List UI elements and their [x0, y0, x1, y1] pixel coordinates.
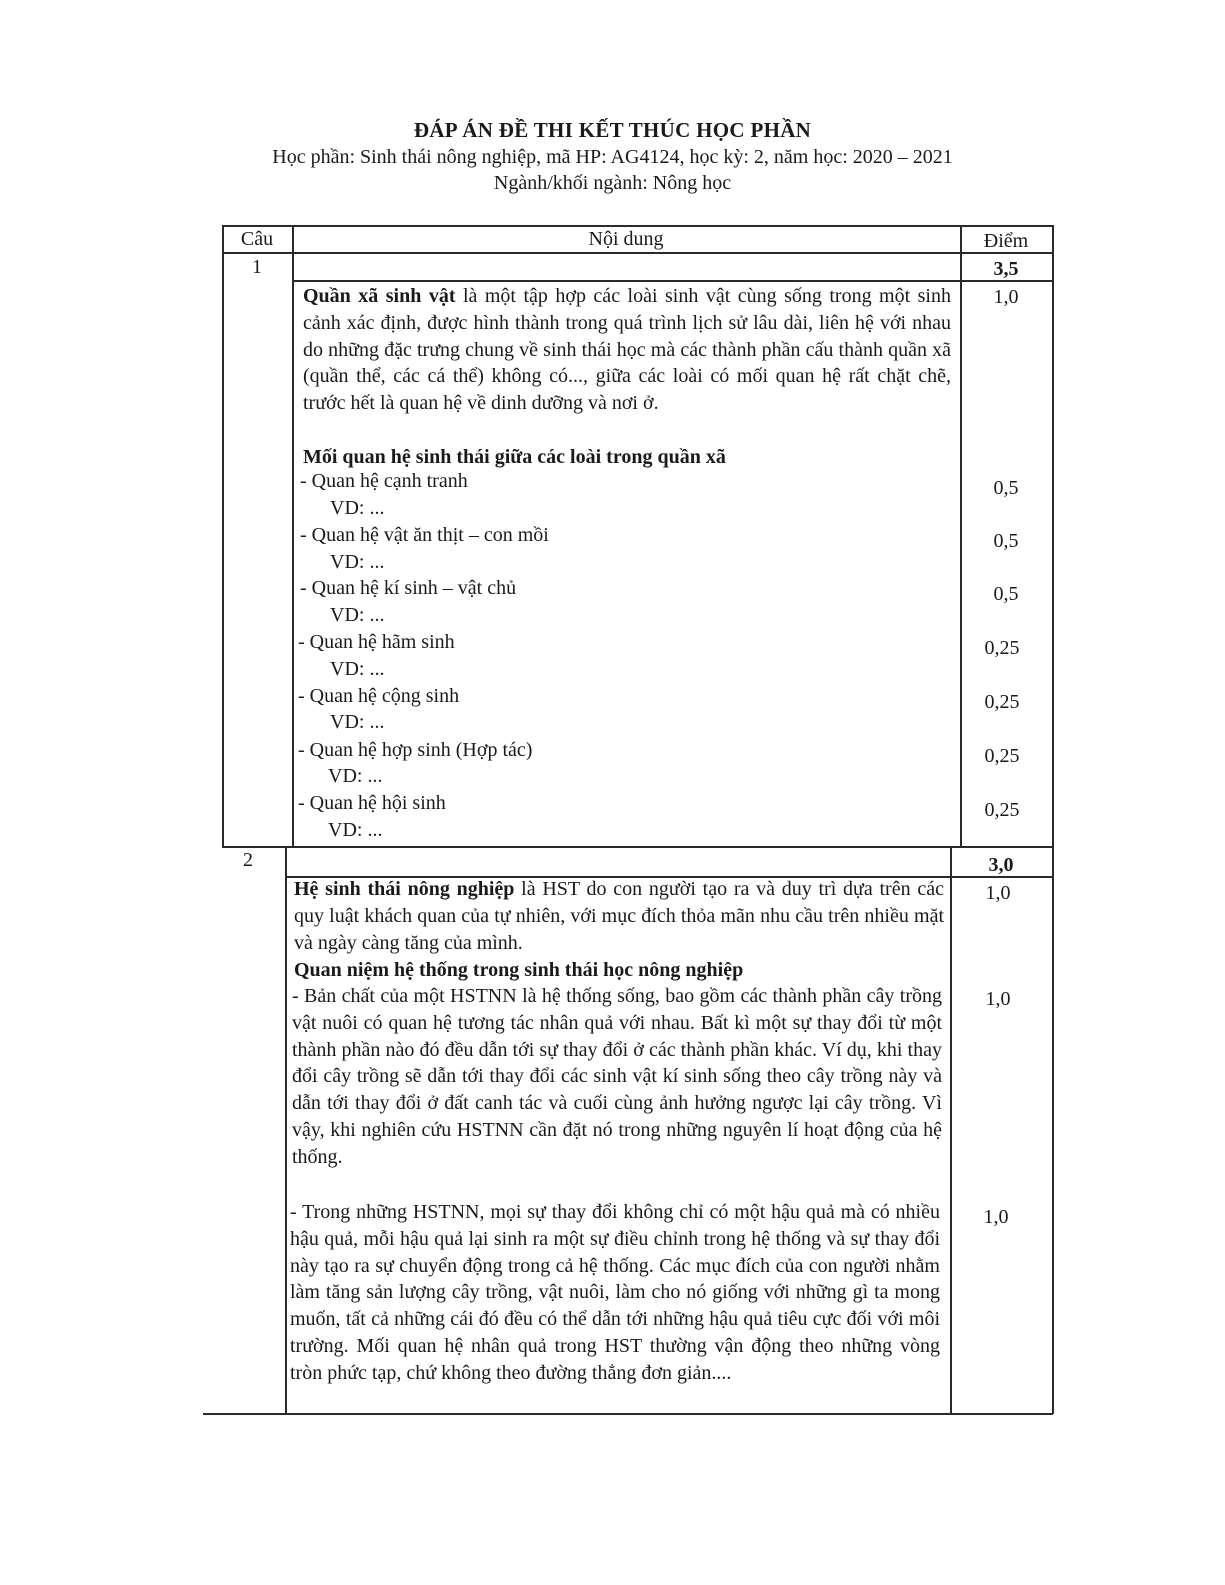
- q1-total-divider: [292, 280, 1054, 282]
- table-border-right: [1052, 225, 1054, 1414]
- q2-definition-term: Hệ sinh thái nông nghiệp: [294, 878, 515, 900]
- q1-definition-text: là một tập hợp các loài sinh vật cùng sống trong một sinh cảnh xác định, được hình thành trong quá trình lịch sử lâu dài, liên hệ với nhau do những đặc trưng chung về sinh thái học mà các thành phần cấu thành quần xã (quần thể, các cá thể) không có..., giữa các loài có mối quan hệ rất chặt chẽ, trước hết là quan hệ về dinh dưỡng và nơi ở.: [303, 285, 951, 415]
- q1-relation-label: - Quan hệ hãm sinh: [298, 631, 455, 653]
- q1-relation-label: - Quan hệ hợp sinh (Hợp tác): [298, 739, 533, 761]
- q1-relation-score: 0,25: [984, 637, 1020, 659]
- q1-relation-label: - Quan hệ cạnh tranh: [300, 470, 468, 492]
- q1-relation-example: VD: ...: [328, 765, 383, 787]
- q1-relation-score: 0,5: [993, 530, 1019, 552]
- q1-relation-label: - Quan hệ vật ăn thịt – con mồi: [300, 524, 549, 546]
- q1-relation-example: VD: ...: [330, 497, 385, 519]
- q1-relation-label: - Quan hệ cộng sinh: [298, 685, 460, 707]
- table-border-left: [222, 225, 224, 847]
- q2-number: 2: [243, 849, 253, 871]
- q1-relation-example: VD: ...: [330, 604, 385, 626]
- q1-relation-score: 0,25: [984, 691, 1020, 713]
- q2-score-column-divider: [950, 846, 952, 1414]
- q1-definition: [303, 283, 951, 417]
- q1-relation-example: VD: ...: [330, 658, 385, 680]
- table-border-bottom: [203, 1413, 1053, 1415]
- document-subtitle: Học phần: Sinh thái nông nghiệp, mã HP: AG4124, học kỳ: 2, năm học: 2020 – 2021: [272, 146, 953, 168]
- q1-number: 1: [252, 256, 262, 278]
- q1-definition-score: 1,0: [993, 286, 1019, 308]
- header-score: Điểm: [983, 230, 1029, 252]
- q2-paragraph-1-score: 1,0: [985, 988, 1011, 1010]
- q1-relation-label: - Quan hệ hội sinh: [298, 792, 446, 814]
- q2-definition-score: 1,0: [985, 882, 1011, 904]
- document-major: Ngành/khối ngành: Nông học: [493, 172, 732, 194]
- q1-relations-heading: Mối quan hệ sinh thái giữa các loài trong quần xã: [303, 446, 726, 468]
- header-question: Câu: [240, 228, 274, 250]
- q1-definition-term: Quần xã sinh vật: [303, 285, 456, 307]
- q1-relation-score: 0,25: [984, 799, 1020, 821]
- q2-question-column-divider: [285, 846, 287, 1414]
- q2-paragraph-2-score: 1,0: [983, 1206, 1009, 1228]
- q2-paragraph-1: - Bản chất của một HSTNN là hệ thống sống, bao gồm các thành phần cây trồng vật nuôi có quan hệ tương tác nhân quả với nhau. Bất kì một sự thay đổi từ một thành phần nào đó đều dẫn tới sự thay đổi ở các thành phần khác. Ví dụ, khi thay đổi cây trồng sẽ dẫn tới thay đổi các sinh vật kí sinh sống theo cây trồng này và dẫn tới thay đổi ở đất canh tác và cuối cùng ảnh hưởng ngược lại cây trồng. Vì vậy, khi nghiên cứu HSTNN cần đặt nó trong những nguyên lí hoạt động của hệ thống.: [292, 985, 942, 1168]
- q1-relation-score: 0,5: [993, 477, 1019, 499]
- question-column-divider: [292, 225, 294, 847]
- q1-q2-divider: [222, 846, 1054, 848]
- q1-relation-label: - Quan hệ kí sinh – vật chủ: [300, 577, 517, 599]
- q2-definition-text: là HST do con người tạo ra và duy trì dựa trên các quy luật khách quan của tự nhiên, với mục đích thỏa mãn nhu cầu trên nhiều mặt và ngày càng tăng của mình.: [294, 878, 944, 954]
- q2-total-score: 3,0: [988, 854, 1014, 876]
- document-title: ĐÁP ÁN ĐỀ THI KẾT THÚC HỌC PHẦN: [413, 118, 812, 142]
- q2-paragraph-2: - Trong những HSTNN, mọi sự thay đổi không chỉ có một hậu quả mà có nhiều hậu quả, mỗi hậu quả lại sinh ra một sự điều chỉnh trong hệ thống và sự thay đổi này tạo ra sự chuyển động trong cả hệ thống. Các mục đích của con người nhằm làm tăng sản lượng cây trồng, vật nuôi, làm cho nó giống với những gì ta mong muốn, tất cả những cái đó đều có thể dẫn tới những hậu quả tiêu cực đối với môi trường. Mối quan hệ nhân quả trong HST thường vận động theo những vòng tròn phức tạp, chứ không theo đường thẳng đơn giản....: [290, 1201, 940, 1384]
- header-content: Nội dung: [588, 228, 664, 250]
- q2-definition: [294, 876, 944, 956]
- q1-relation-example: VD: ...: [330, 551, 385, 573]
- q2-system-heading: Quan niệm hệ thống trong sinh thái học nông nghiệp: [294, 959, 744, 981]
- q1-relation-score: 0,5: [993, 583, 1019, 605]
- q1-relation-example: VD: ...: [330, 711, 385, 733]
- q1-relation-score: 0,25: [984, 745, 1020, 767]
- q1-relation-example: VD: ...: [328, 819, 383, 841]
- q1-total-score: 3,5: [993, 258, 1019, 280]
